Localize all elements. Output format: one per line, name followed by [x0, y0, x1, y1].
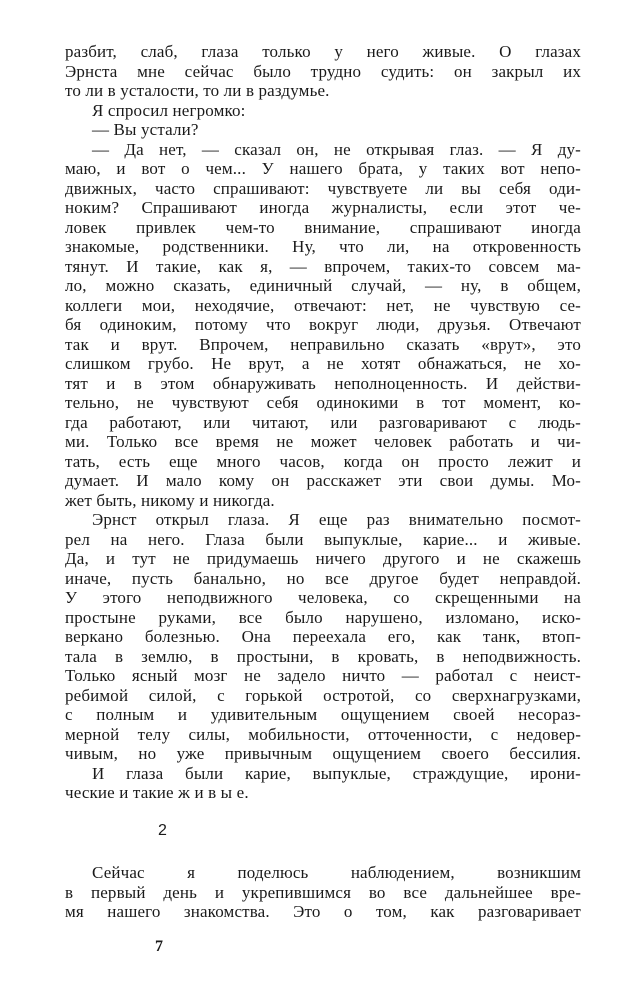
- text-line: коллеги мои, неходячие, отвечают: нет, не чувствую се-: [65, 295, 581, 315]
- text-line: гда работают, или читают, или разговаривают с людь-: [65, 412, 581, 432]
- text-line: слишком грубо. Не врут, а не хотят обнажаться, не хо-: [65, 354, 581, 373]
- text-line: — Вы устали?: [92, 120, 199, 139]
- text-line: И глаза были карие, выпуклые, страждущие, ирони-: [92, 763, 581, 783]
- text-line: мерной телу силы, мобильности, отточенности, с недовер-: [65, 724, 581, 744]
- text-line: — Да нет, — сказал он, не открывая глаз. — Я ду-: [92, 139, 581, 159]
- text-line: тельно, не чувствуют себя одинокими в тот момент, ко-: [65, 393, 581, 412]
- text-line: бя одиноким, потому что вокруг люди, друзья. Отвечают: [65, 315, 581, 334]
- page-number: 7: [155, 938, 163, 955]
- text-line: тать, есть еще много часов, когда он просто лежит и: [65, 451, 581, 471]
- text-line: мя нашего знакомства. Это о том, как разговаривает: [65, 902, 581, 921]
- text-line: движных, часто спрашивают: чувствуете ли вы себя оди-: [65, 178, 581, 198]
- text-line: Эрнст открыл глаза. Я еще раз внимательно посмот-: [92, 510, 581, 529]
- text-line: думает. И мало кому он расскажет эти свои думы. Мо-: [65, 471, 581, 490]
- chapter-text-block: [65, 42, 581, 803]
- text-line: тянут. И такие, как я, — впрочем, таких-то совсем ма-: [65, 256, 581, 276]
- text-line: маю, и вот о чем... У нашего брата, у таких вот непо-: [65, 159, 581, 178]
- text-line: ми. Только все время не может человек работать и чи-: [65, 432, 581, 451]
- text-line: Я спросил негромко:: [92, 100, 246, 120]
- text-line: ноким? Спрашивают иногда журналисты, если этот че-: [65, 198, 581, 217]
- text-line: тала в землю, в простыни, в кровать, в неподвижность.: [65, 646, 581, 666]
- text-line: простыне руками, все было нарушено, изломано, иско-: [65, 607, 581, 627]
- text-line: Сейчас я поделюсь наблюдением, возникшим: [92, 863, 581, 882]
- text-line: разбит, слаб, глаза только у него живые. О глазах: [65, 42, 581, 61]
- text-line: тят и в этом обнаруживать неполноценность. И действи-: [65, 373, 581, 393]
- text-line: рел на него. Глаза были выпуклые, карие... и живые.: [65, 529, 581, 549]
- text-line: иначе, пусть банально, но все другое будет неправдой.: [65, 568, 581, 588]
- text-line: то ли в усталости, то ли в раздумье.: [65, 81, 330, 100]
- text-line: ловек привлек чем-то внимание, спрашивают иногда: [65, 217, 581, 237]
- text-line: с полным и удивительным ощущением своей несораз-: [65, 705, 581, 724]
- text-line: так и врут. Впрочем, неправильно сказать «врут», это: [65, 334, 581, 354]
- text-line: знакомые, родственники. Ну, что ли, на откровенность: [65, 237, 581, 256]
- text-line: Да, и тут не придумаешь ничего другого и не скажешь: [65, 549, 581, 568]
- text-line: чивым, но уже привычным ощущением своего бессилия.: [65, 744, 581, 763]
- text-line: ребимой силой, с горькой остротой, со сверхнагрузками,: [65, 685, 581, 705]
- text-line: жет быть, никому и никогда.: [65, 490, 275, 510]
- text-line: веркано болезнью. Она переехала его, как танк, втоп-: [65, 627, 581, 646]
- section-2-text-block: [65, 863, 581, 922]
- section-number: 2: [158, 822, 167, 839]
- text-line: ло, можно сказать, единичный случай, — ну, в общем,: [65, 276, 581, 295]
- text-line: Эрнста мне сейчас было трудно судить: он закрыл их: [65, 61, 581, 81]
- text-line: У этого неподвижного человека, со скрещенными на: [65, 588, 581, 607]
- text-line: ческие и такие ж и в ы е.: [65, 783, 249, 802]
- text-line: Только ясный мозг не задело ничто — работал с неист-: [65, 666, 581, 685]
- text-line: в первый день и укрепившимся во все дальнейшее вре-: [65, 882, 581, 902]
